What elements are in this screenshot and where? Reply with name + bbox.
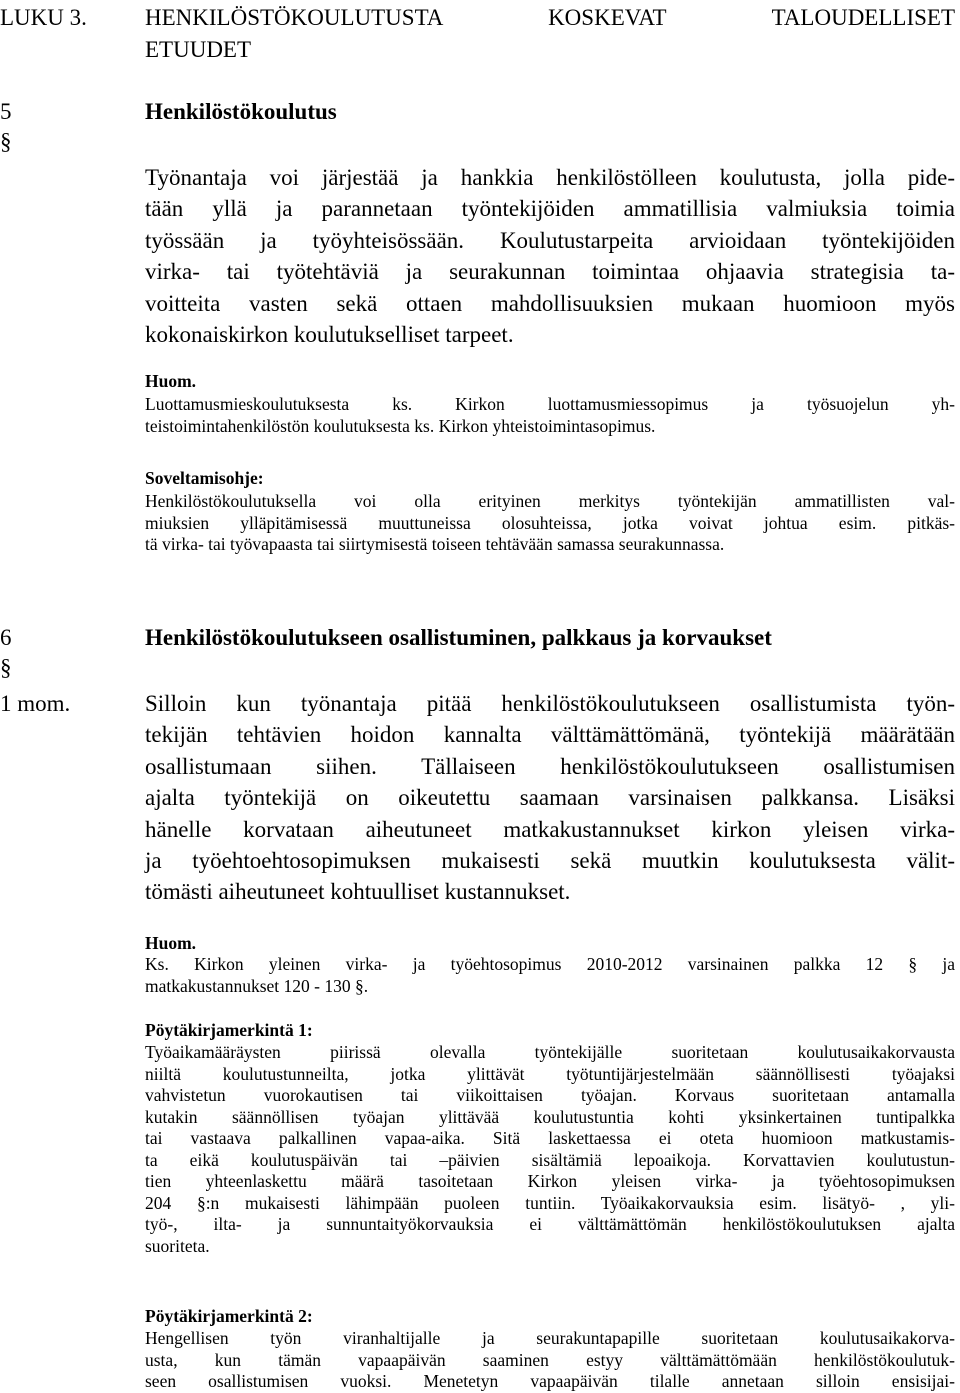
text-line: ajalta työntekijä on oikeutettu saamaan varsinaisen palkkansa. Lisäksi [145, 785, 955, 811]
text-line: vahvistetun vuorokautisen tai viikoittaisen työajan. Korvaus suoritetaan antamalla [145, 1085, 955, 1105]
text-line: Silloin kun työnantaja pitää henkilöstökoulutukseen osallistumista työn- [145, 691, 955, 716]
note-line: matkakustannukset 120 - 130 §. [145, 975, 369, 996]
text-line: tään yllä ja parannetaan työntekijöiden ammatillisia valmiuksia toimia [145, 196, 955, 222]
section-5-note-label: Huom. [145, 371, 197, 391]
text-line: 204 §:n mukaisesti lähimpään puoleen tuntiin. Työaikakorvauksia esim. lisätyö- , yli- [145, 1192, 955, 1213]
chapter-heading [0, 2, 955, 66]
section-6-moment-1-text [145, 688, 955, 908]
text-line: tä virka- tai työvapaasta tai siirtymisestä toiseen tehtävään samassa seurakunnassa. [145, 534, 725, 554]
text-line: tai vastaava palkallinen vapaa-aika. Sitä laskettaessa ei oteta huomioon matkustamis- [145, 1128, 955, 1148]
section-title: Henkilöstökoulutus [145, 99, 337, 124]
section-number: 5 § [0, 99, 12, 154]
text-line: Henkilöstökoulutuksella voi olla erityinen merkitys työntekijän ammatillisten val- [145, 491, 955, 511]
text-line: Hengellisen työn viranhaltijalle ja seurakuntapapille suoritetaan koulutusaikakorva- [145, 1328, 955, 1348]
section-6-note-label: Huom. [145, 933, 197, 953]
chapter-title-line-1: HENKILÖSTÖKOULUTUSTA KOSKEVAT TALOUDELLISET [145, 5, 955, 30]
section-6-note-text [145, 954, 955, 997]
text-line: voitteita vasten sekä ottaen mahdollisuuksien mukaan huomioon myös [145, 290, 955, 316]
section-number: 6 § [0, 625, 12, 680]
text-line: niiltä koulutustunneilta, jotka ylittävät työtuntijärjestelmään säännöllisesti työajaksi [145, 1063, 955, 1084]
section-5-guidance-text [145, 491, 955, 556]
text-line: seen osallistumisen vuoksi. Menetetyn vapaapäivän tilalle annetaan silloin ensisijai- [145, 1371, 955, 1391]
text-line: Luottamusmieskoulutuksesta ks. Kirkon luottamusmiessopimus ja työsuojelun yh- [145, 394, 955, 414]
chapter-label: LUKU 3. [0, 5, 87, 30]
moment-label: 1 mom. [0, 691, 71, 716]
text-line: miuksien ylläpitämisessä muuttuneissa olosuhteissa, jotka voivat johtua esim. pitkäs- [145, 512, 955, 533]
remark-2-label: Pöytäkirjamerkintä 2: [145, 1306, 313, 1326]
text-line: ja työehtoehtosopimuksen mukaisesti sekä muutkin koulutuksesta välit- [145, 848, 955, 874]
text-line: hänelle korvataan aiheutuneet matkakustannukset kirkon yleisen virka- [145, 816, 955, 842]
text-line: Työnantaja voi järjestää ja hankkia henkilöstölleen koulutusta, jolla pide- [145, 165, 955, 190]
text-line: tömästi aiheutuneet kohtuulliset kustannukset. [145, 879, 571, 905]
text-line: tien yhteenlaskettu määrä tasoitetaan Kirkon yleisen virka- ja työehtosopimuksen [145, 1171, 955, 1191]
text-line: suoriteta. [145, 1235, 210, 1256]
text-line: kutakin säännöllisen työajan ylittävää koulutustuntia kohti yksinkertainen tuntipalkka [145, 1106, 955, 1127]
remark-2-text [145, 1328, 955, 1393]
chapter-title-line-2: ETUUDET [145, 37, 252, 62]
section-5-paragraph [145, 162, 955, 350]
text-line: työ-, ilta- ja sunnuntaityökorvauksia ei välttämättömän henkilöstökoulutuksen ajalta [145, 1214, 955, 1234]
text-line: usta, kun tämän vapaapäivän saaminen estyy välttämättömään henkilöstökoulutuk- [145, 1349, 955, 1370]
note-line: Ks. Kirkon yleinen virka- ja työehtosopimus 2010-2012 varsinainen palkka 12 § ja [145, 954, 955, 974]
remark-1-label: Pöytäkirjamerkintä 1: [145, 1020, 313, 1040]
text-line: teistoimintahenkilöstön koulutuksesta ks. Kirkon yhteistoimintasopimus. [145, 415, 656, 436]
text-line: kokonaiskirkon koulutukselliset tarpeet. [145, 322, 514, 348]
text-line: osallistumaan siihen. Tällaiseen henkilöstökoulutukseen osallistumisen [145, 753, 955, 779]
section-5-note-text [145, 394, 955, 437]
text-line: Työaikamääräysten piirissä olevalla työntekijälle suoritetaan koulutusaikakorvausta [145, 1042, 955, 1062]
section-5-guidance-label: Soveltamisohje: [145, 468, 264, 488]
section-title: Henkilöstökoulutukseen osallistuminen, palkkaus ja korvaukset [145, 625, 772, 650]
text-line: työssään ja työyhteisössään. Koulutustarpeita arvioidaan työntekijöiden [145, 227, 955, 253]
text-line: virka- tai työtehtäviä ja seurakunnan toimintaa ohjaavia strategisia ta- [145, 259, 955, 285]
text-line: tekijän tehtävien hoidon kannalta välttämättömänä, työntekijä määrätään [145, 722, 955, 748]
remark-1-text [145, 1042, 955, 1257]
text-line: ta eikä koulutuspäivän tai –päivien sisältämiä lepoaikoja. Korvattavien koulutustun- [145, 1149, 955, 1170]
